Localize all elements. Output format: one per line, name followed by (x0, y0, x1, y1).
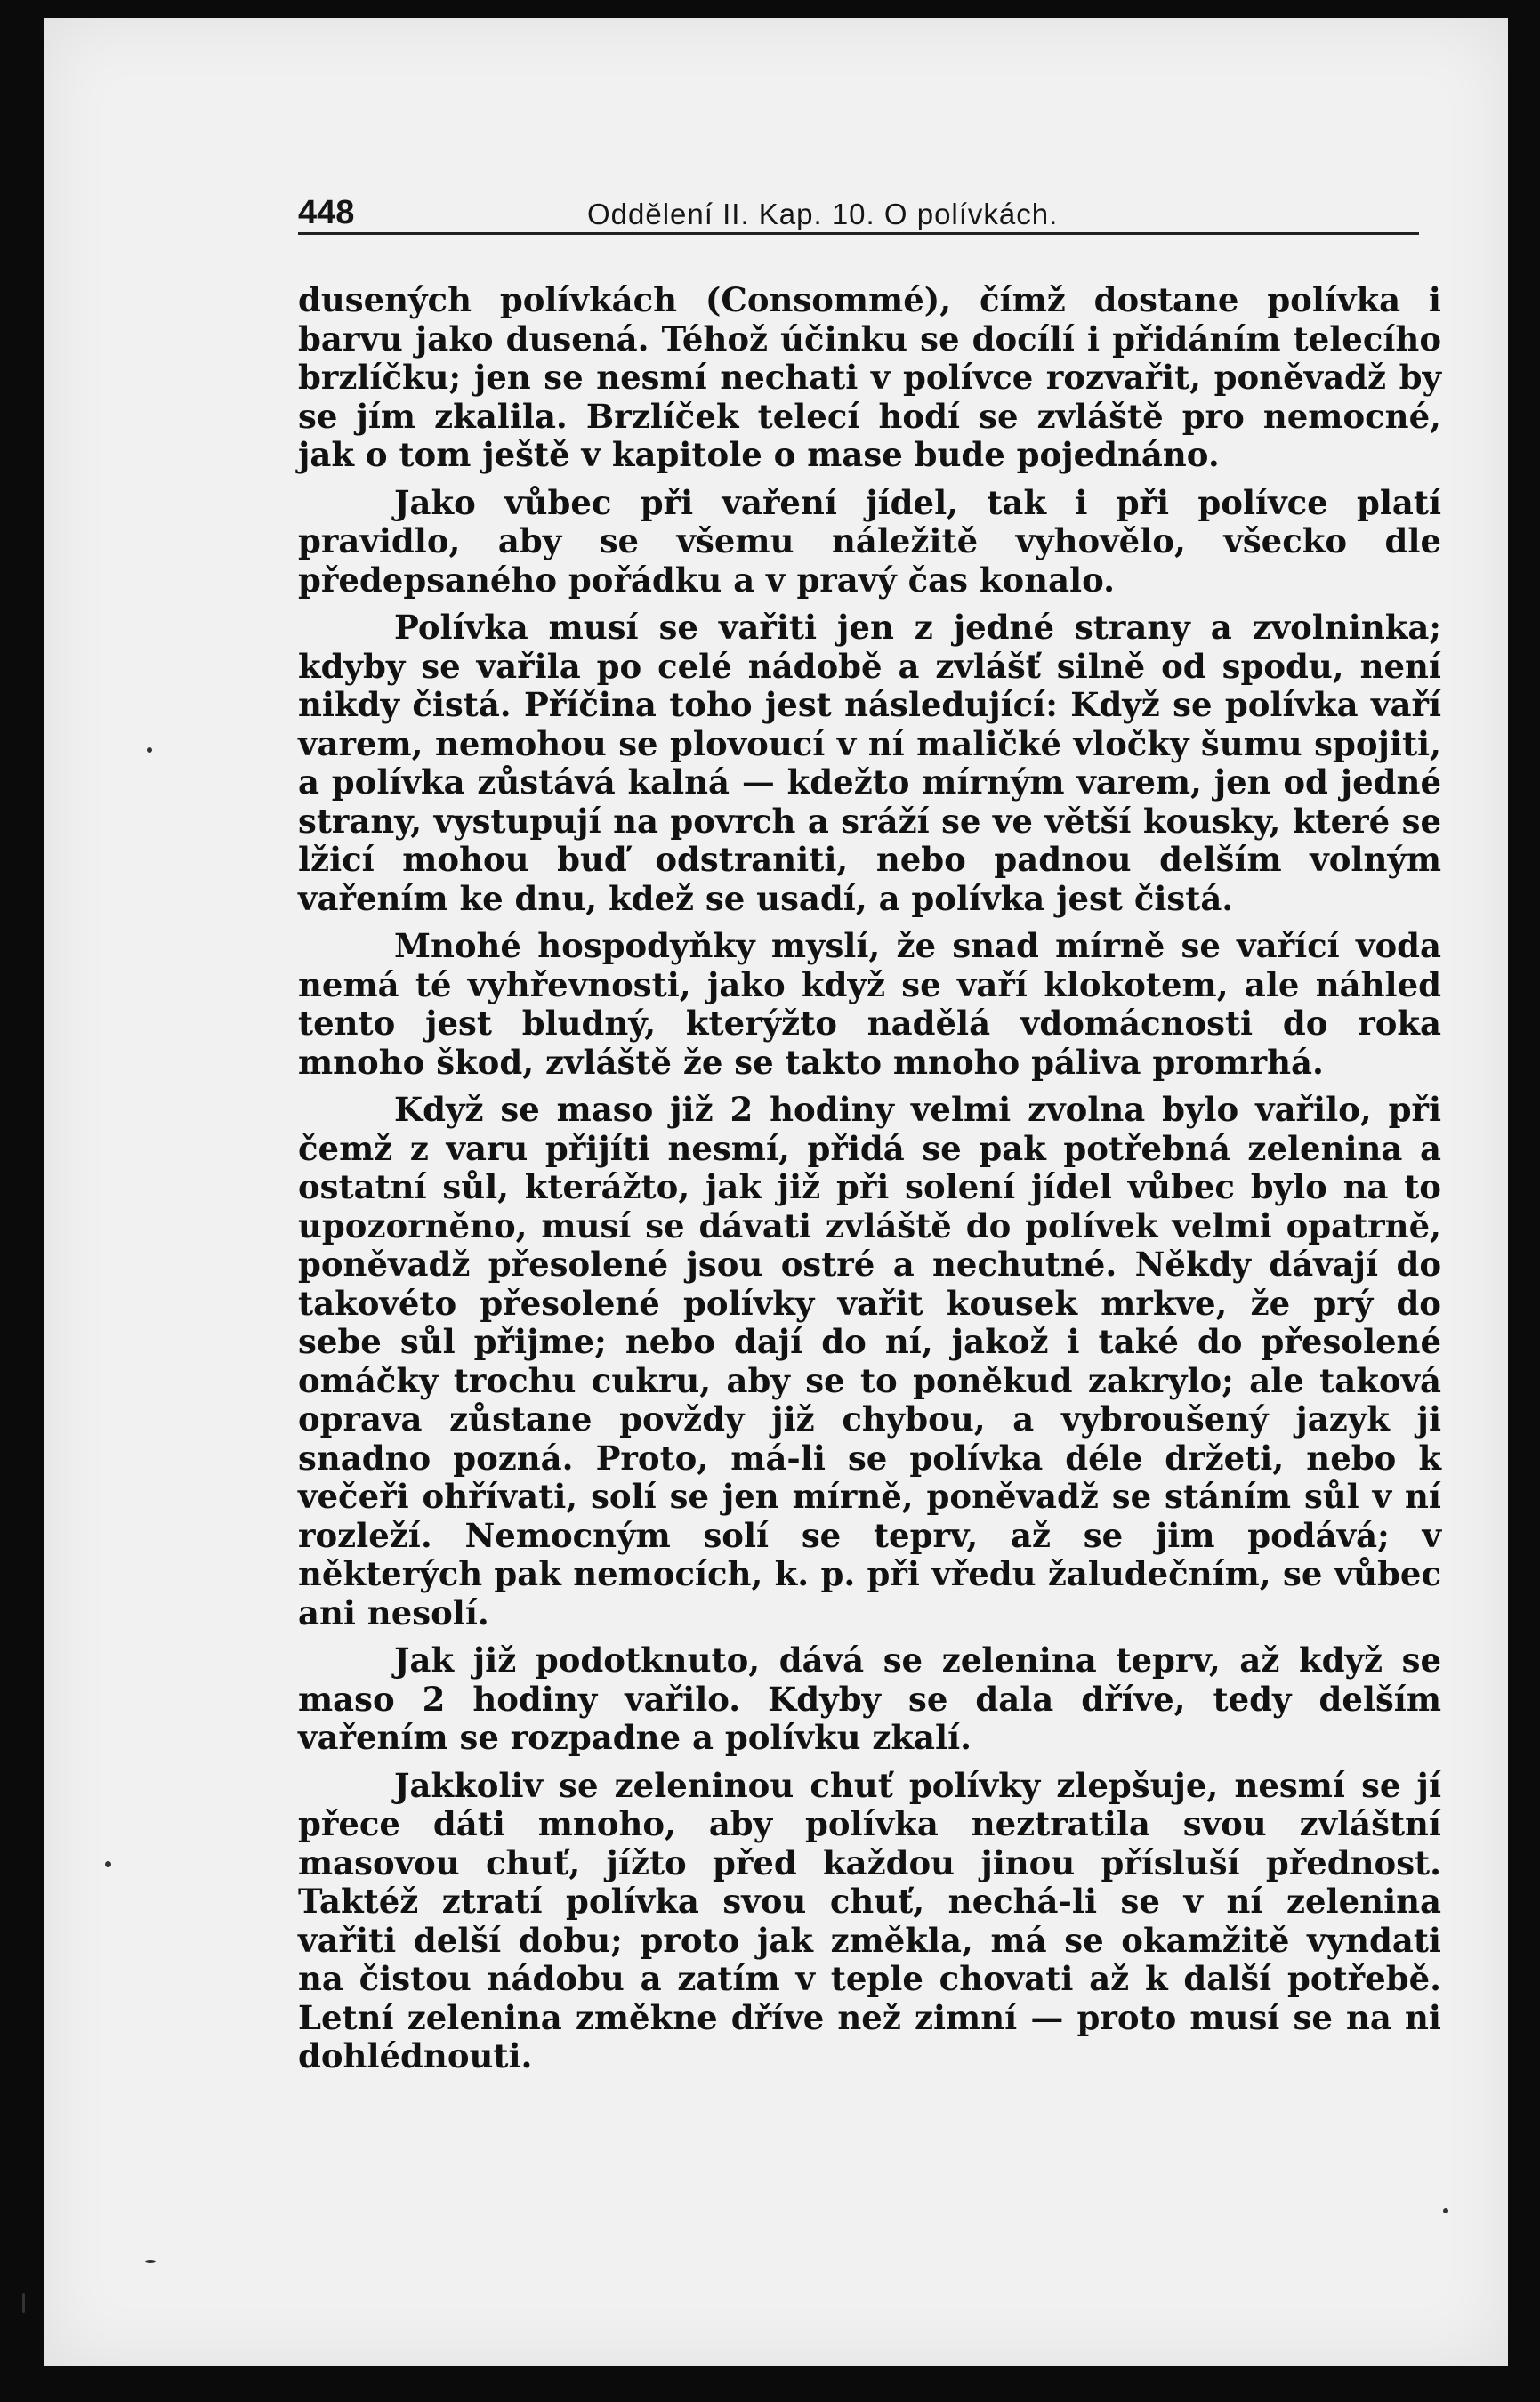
scan-speck (147, 747, 152, 753)
paragraph-7: Jakkoliv se zeleninou chuť polívky zlepšuje, nesmí se jí přece dáti mnoho, aby polívka neztratila svou zvláštní masovou chuť, jížto před každou jinou přísluší přednost. Taktéž ztratí polívka svou chuť, nechá-li se v ní zelenina vařiti delší dobu; proto jak změkla, má se okamžitě vyndati na čistou nádobu a zatím v teple chovati až k další potřebě. Letní zelenina změkne dříve než zimní — proto musí se na ni dohlédnouti. (298, 1765, 1441, 2076)
paragraph-5: Když se maso již 2 hodiny velmi zvolna bylo vařilo, při čemž z varu přijíti nesmí, přidá se pak potřebná zelenina a ostatní sůl, kterážto, jak již při solení jídel vůbec bylo na to upozorněno, musí se dávati zvláště do polívek velmi opatrně, poněvadž přesolené jsou ostré a nechutné. Někdy dávají do takovéto přesolené polívky vařit kousek mrkve, že prý do sebe sůl přijme; nebo dají do ní, jakož i také do přesolené omáčky trochu cukru, aby se to poněkud zakrylo; ale taková oprava zůstane povždy již chybou, a vybroušený jazyk ji snadno pozná. Proto, má-li se polívka déle držeti, nebo k večeři ohřívati, solí se jen mírně, poněvadž se stáním sůl v ní rozleží. Nemocným solí se teprv, až se jim podává; v některých pak nemocích, k. p. při vředu žaludečním, se vůbec ani nesolí. (298, 1090, 1441, 1632)
paragraph-1: dusených polívkách (Consommé), čímž dostane polívka i barvu jako dusená. Téhož účinku se docílí i přidáním telecího brzlíčku; jen se nesmí nechati v polívce rozvařit, poněvadž by se jím zkalila. Brzlíček telecí hodí se zvláště pro nemocné, jak o tom ještě v kapitole o mase bude pojednáno. (298, 280, 1441, 474)
scan-speck (145, 2260, 156, 2263)
page-number: 448 (298, 194, 355, 231)
page-header (298, 189, 1428, 235)
paragraph-2: Jako vůbec při vaření jídel, tak i při polívce platí pravidlo, aby se všemu náležitě vyhovělo, všecko dle předepsaného pořádku a v pravý čas konalo. (298, 482, 1441, 600)
running-head: Oddělení II. Kap. 10. O polívkách. (587, 197, 1059, 230)
paragraph-4: Mnohé hospodyňky myslí, že snad mírně se vařící voda nemá té vyhřevnosti, jako když se vaří klokotem, ale náhled tento jest bludný, kterýžto nadělá vdomácnosti do roka mnoho škod, zvláště že se takto mnoho páliva promrhá. (298, 926, 1441, 1082)
body-text (298, 281, 1441, 2085)
header-rule (298, 232, 1419, 235)
scan-speck (1443, 2208, 1448, 2213)
paragraph-6: Jak již podotknuto, dává se zelenina teprv, až když se maso 2 hodiny vařilo. Kdyby se dala dříve, tedy delším vařením se rozpadne a polívku zkalí. (298, 1640, 1441, 1757)
scan-speck (105, 1861, 111, 1867)
paragraph-3: Polívka musí se vařiti jen z jedné strany a zvolninka; kdyby se vařila po celé nádobě a zvlášť silně od spodu, není nikdy čistá. Příčina toho jest následující: Když se polívka vaří varem, nemohou se plovoucí v ní maličké vločky šumu spojiti, a polívka zůstává kalná — kdežto mírným varem, jen od jedné strany, vystupují na povrch a sráží se ve větší kousky, které se lžicí mohou buď odstraniti, nebo padnou delším volným vařením ke dnu, kdež se usadí, a polívka jest čistá. (298, 608, 1441, 918)
scan-speck (22, 2293, 25, 2313)
